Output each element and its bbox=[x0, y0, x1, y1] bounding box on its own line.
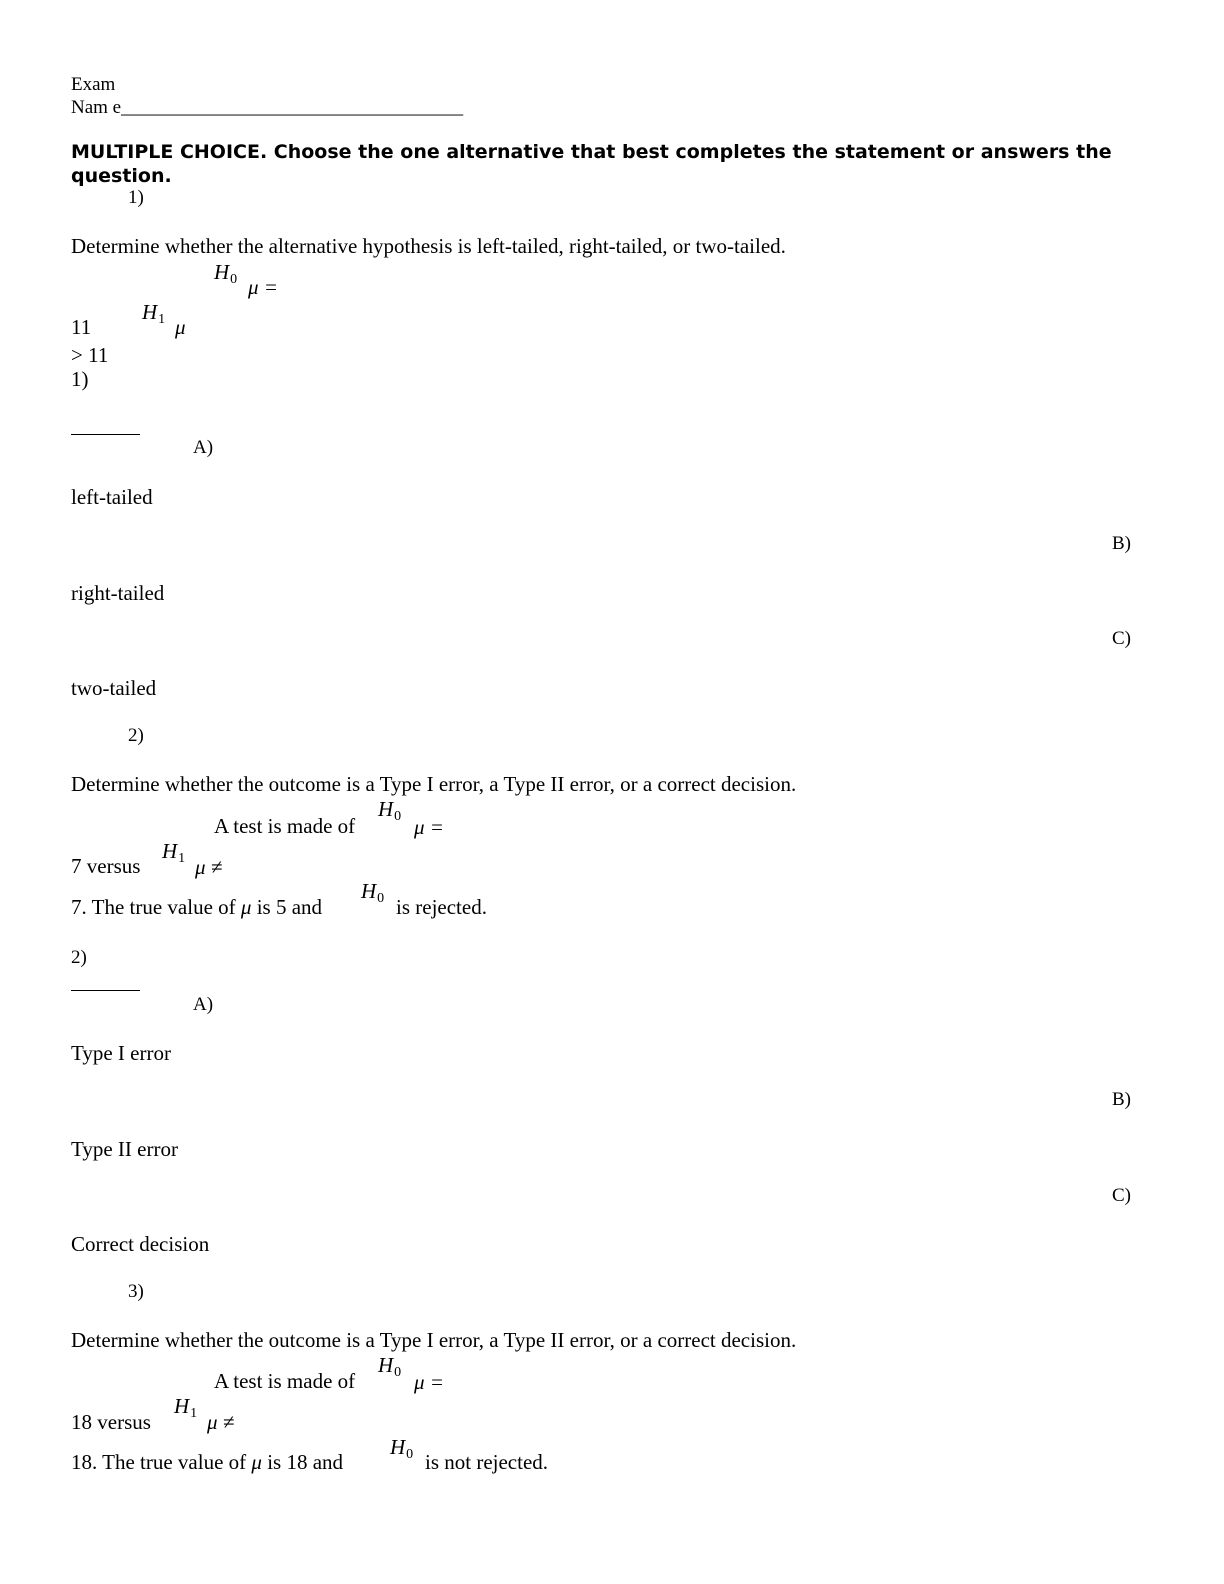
name-line: ____________________________________ bbox=[121, 97, 464, 118]
q2-outcome-line: 7. The true value of μ is 5 and bbox=[71, 895, 323, 919]
q1-option-a-text[interactable]: left-tailed bbox=[71, 485, 153, 509]
q1-h1-symbol: $H_1$ bbox=[142, 300, 166, 327]
q1-number: 1) bbox=[128, 187, 144, 208]
q2-number: 2) bbox=[128, 725, 144, 746]
q2-option-a-label[interactable]: A) bbox=[193, 994, 214, 1015]
q1-mu-equals: μ = bbox=[248, 275, 278, 299]
q3-h0-symbol-2: $H_0$ bbox=[390, 1435, 414, 1462]
q2-option-c-text[interactable]: Correct decision bbox=[71, 1232, 210, 1256]
q1-option-c-text[interactable]: two-tailed bbox=[71, 676, 157, 700]
name-label: Nam e bbox=[71, 97, 122, 118]
q1-answer-blank[interactable] bbox=[71, 433, 140, 435]
q2-answer-blank[interactable] bbox=[71, 989, 140, 991]
q1-h0-symbol: $H_0$ bbox=[214, 260, 238, 287]
q1-option-b-label[interactable]: B) bbox=[1112, 533, 1131, 554]
q2-prompt: Determine whether the outcome is a Type I error, a Type II error, or a correct decision. bbox=[71, 772, 797, 796]
name-field[interactable] bbox=[71, 98, 463, 117]
q2-number-repeat: 2) bbox=[71, 947, 87, 968]
q2-h1-symbol: $H_1$ bbox=[162, 839, 186, 866]
q3-not-rejected-text: is not rejected. bbox=[425, 1450, 549, 1474]
q2-versus: 7 versus bbox=[71, 854, 141, 878]
q2-rejected-text: is rejected. bbox=[396, 895, 487, 919]
q1-number-repeat: 1) bbox=[71, 367, 89, 391]
exam-label: Exam bbox=[71, 74, 116, 95]
q2-h0-symbol: $H_0$ bbox=[378, 797, 402, 824]
q1-value: 11 bbox=[71, 315, 92, 339]
q3-test-made: A test is made of bbox=[214, 1369, 356, 1393]
q2-option-b-label[interactable]: B) bbox=[1112, 1089, 1131, 1110]
q3-h1-symbol: $H_1$ bbox=[174, 1394, 198, 1421]
q1-greater-than: > 11 bbox=[71, 343, 109, 367]
q3-h0-symbol: $H_0$ bbox=[378, 1353, 402, 1380]
q2-mu-not-equal: μ ≠ bbox=[195, 855, 223, 879]
q1-prompt: Determine whether the alternative hypothesis is left-tailed, right-tailed, or two-tailed. bbox=[71, 234, 786, 258]
q1-option-c-label[interactable]: C) bbox=[1112, 628, 1131, 649]
q3-mu-not-equal: μ ≠ bbox=[207, 1410, 235, 1434]
instructions-heading: MULTIPLE CHOICE. Choose the one alternative that best completes the statement or answers the question. bbox=[71, 141, 1112, 187]
q2-option-a-text[interactable]: Type I error bbox=[71, 1041, 171, 1065]
q2-h0-symbol-2: $H_0$ bbox=[361, 879, 385, 906]
q3-versus: 18 versus bbox=[71, 1410, 151, 1434]
q2-option-c-label[interactable]: C) bbox=[1112, 1185, 1131, 1206]
q2-mu-equals: μ = bbox=[414, 815, 444, 839]
q3-prompt: Determine whether the outcome is a Type I error, a Type II error, or a correct decision. bbox=[71, 1328, 797, 1352]
q1-mu: μ bbox=[175, 315, 186, 339]
q3-number: 3) bbox=[128, 1281, 144, 1302]
q1-option-b-text[interactable]: right-tailed bbox=[71, 581, 165, 605]
q2-option-b-text[interactable]: Type II error bbox=[71, 1137, 178, 1161]
q3-mu-equals: μ = bbox=[414, 1370, 444, 1394]
q1-option-a-label[interactable]: A) bbox=[193, 437, 214, 458]
q2-test-made: A test is made of bbox=[214, 814, 356, 838]
q3-outcome-line: 18. The true value of μ is 18 and bbox=[71, 1450, 344, 1474]
